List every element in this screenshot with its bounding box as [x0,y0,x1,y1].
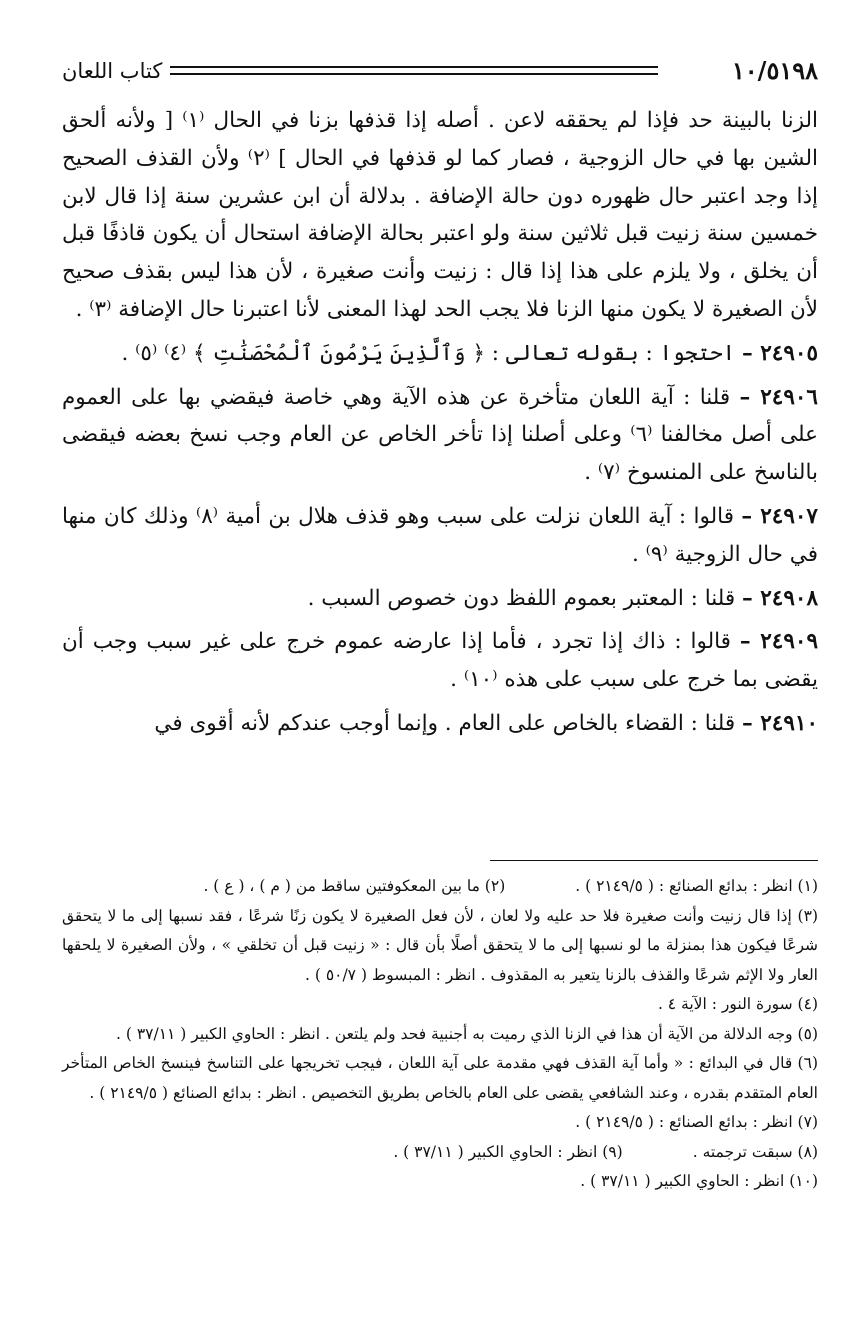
footnote: (٩) انظر : الحاوي الكبير ( ٣٧/١١ ) . [393,1142,623,1161]
paragraph-text: قلنا : آية اللعان متأخرة عن هذه الآية وهي خاصة فيقضي بها على العموم على أصل مخالفنا ⁽٦⁾ وعلى أصلنا إذا تأخر الخاص عن العام وجب نسخ بعضه فيقضى بالناسخ على المنسوخ ⁽٧⁾ . [62,384,819,486]
footnote-row [62,1138,818,1168]
issue-number: ٢٤٩١٠ – [742,710,818,736]
footnote: (٤) سورة النور : الآية ٤ . [657,995,818,1013]
page-header [62,54,818,88]
paragraph [62,379,818,492]
footnote: (٦) قال في البدائع : « وأما آية القذف فهي مقدمة على آية اللعان ، فيجب تخريجها على التناسخ فينسخ الخاص المتأخر العام المتقدم بقدره ، وعند الشافعي يقضى على العام بالخاص بطريق التخصيص . انظر : بدائع الصنائع ( ٢١٤٩/٥ ) . [62,1054,818,1102]
footnote: (١) انظر : بدائع الصنائع : ( ٢١٤٩/٥ ) . [575,877,818,895]
issue-number: ٢٤٩٠٧ – [741,503,818,529]
paragraph [62,705,818,743]
footnote: (٥) وجه الدلالة من الآية أن هذا في الزنا الذي رميت به أجنبية فحد ولم يلتعن . انظر : الحاوي الكبير ( ٣٧/١١ ) . [116,1024,818,1043]
paragraph [62,623,818,699]
paragraph-text: قالوا : آية اللعان نزلت على سبب وهو قذف هلال بن أمية ⁽٨⁾ وذلك كان منها في حال الزوجية ⁽٩⁾ . [62,503,818,567]
footnote-separator [490,860,818,861]
footnote: (٢) ما بين المعكوفتين ساقط من ( م ) ، ( ع ) . [203,877,506,895]
footnote: (٨) سبقت ترجمته . [692,1142,818,1161]
paragraph [62,102,818,329]
paragraph [62,580,818,618]
page-number: ١٠/٥١٩٨ [731,56,818,85]
paragraph [62,335,818,373]
book-page [62,40,818,1320]
running-title: كتاب اللعان [62,59,163,83]
paragraph-text: قلنا : المعتبر بعموم اللفظ دون خصوص السبب . [307,585,736,611]
paragraph-text: احتجوا : بقوله تعالى : ﴿ وَٱلَّذِينَ يَرْمُونَ ٱلْمُحْصَنَٰتِ ﴾ ⁽٤⁾ ⁽٥⁾ . [121,340,736,366]
footnote-row [62,872,818,902]
footnote: (٧) انظر : بدائع الصنائع : ( ٢١٤٩/٥ ) . [575,1113,818,1131]
paragraph-text: قلنا : القضاء بالخاص على العام . وإنما أوجب عندكم لأنه أقوى في [154,710,736,736]
issue-number: ٢٤٩٠٥ – [742,340,818,366]
issue-number: ٢٤٩٠٩ – [739,629,818,655]
paragraph-text: قالوا : ذاك إذا تجرد ، فأما إذا عارضه عموم خرج على غير سبب وجب أن يقضى بما خرج على سبب على هذه ⁽١٠⁾ . [62,629,818,693]
main-text [62,102,818,749]
paragraph [62,498,818,574]
footnote: (١٠) انظر : الحاوي الكبير ( ٣٧/١١ ) . [580,1172,818,1190]
footnotes [62,872,818,1197]
issue-number: ٢٤٩٠٦ – [739,384,818,410]
issue-number: ٢٤٩٠٨ – [742,585,818,611]
header-rule [170,66,658,75]
footnote: (٣) إذا قال زنيت وأنت صغيرة فلا حد عليه ولا لعان ، لأن فعل الصغيرة لا يكون زنًا شرعًا ، فقد نسبها إلى ما لا يتحقق شرعًا فيكون هذا بمنزلة ما لو نسبها إلى ما لا يتحقق أصلًا بأن قال : « زنيت قبل أن تخلقي » ، ولأن الصغيرة لا يلحقها العار ولا الإثم شرعًا والقذف بالزنا يتعير به المقذوف . انظر : المبسوط ( ٥٠/٧ ) . [62,906,818,984]
paragraph-text: الزنا بالبينة حد فإذا لم يحققه لاعن . أصله إذا قذفها بزنا في الحال ⁽١⁾ [ ولأنه ألحق الشين بها في حال الزوجية ، فصار كما لو قذفها في الحال ] ⁽٢⁾ ولأن القذف الصحيح إذا وجد اعتبر حال ظهوره دون حالة الإضافة . بدلالة أن ابن عشرين سنة إذا قال لابن خمسين سنة زنيت قبل ثلاثين سنة ولو اعتبر بحالة الإضافة استحال أن يكون قاذفًا قبل أن يخلق ، ولا يلزم على هذا إذا قال : زنيت وأنت صغيرة ، لأن هذا ليس بقذف صحيح لأن الصغيرة لا يكون منها الزنا فلا يجب الحد لهذا المعنى لأنا اعتبرنا حال الإضافة ⁽٣⁾ . [62,108,818,322]
